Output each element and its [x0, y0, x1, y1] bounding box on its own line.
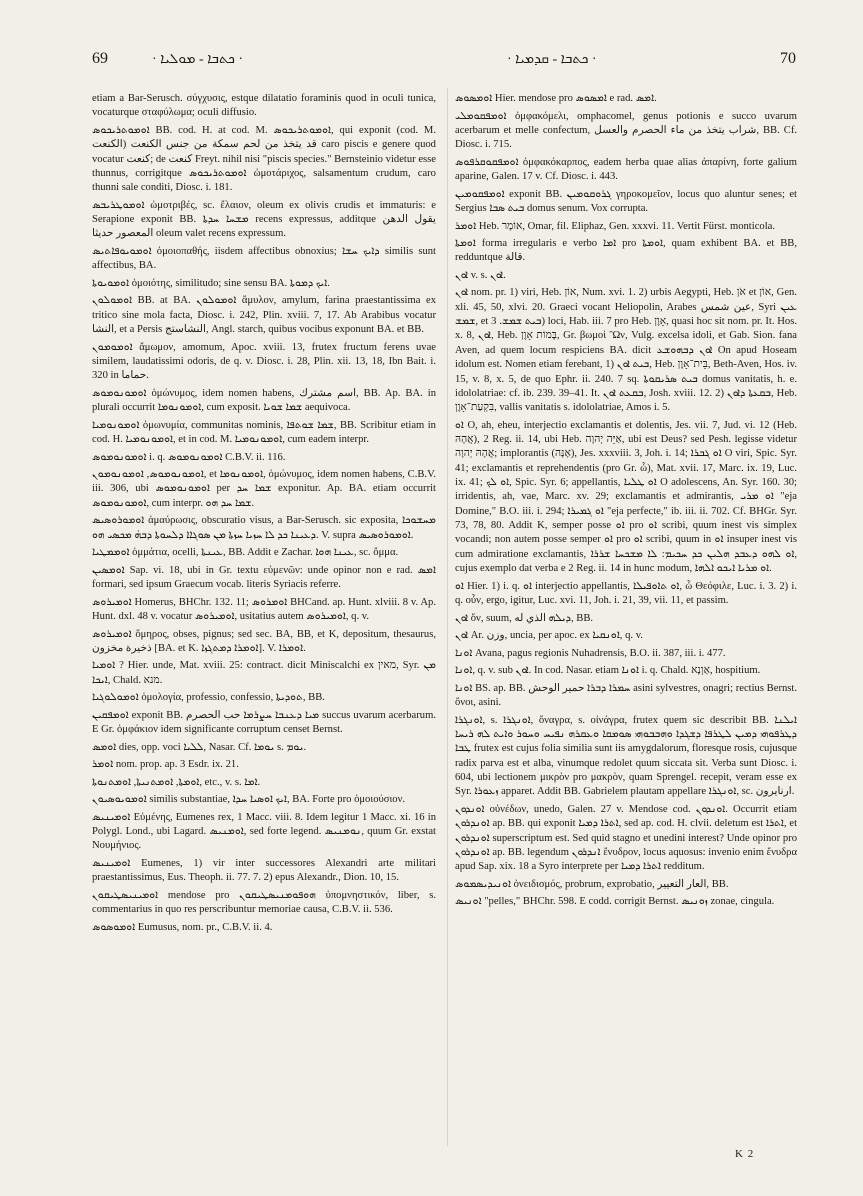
dictionary-entry: ܐܘܢܐ Avana, pagus regionis Nuhadrensis, B.O. ii. 387, iii. i. 477.	[455, 647, 726, 659]
dictionary-entry: ܐܘܢܐ BS. ap. BB. ܚܡܪܐ ܕܒܪܐ حمير الوحش asini sylvestres, onagri; rectius Bernst. ὄνοι, asini.	[455, 682, 797, 709]
right-page-number: 70	[780, 50, 796, 67]
page-header	[92, 50, 796, 74]
left-column	[92, 92, 436, 938]
dictionary-entry: ܐܘܡܝܪܘܣ Homerus, BHChr. 132. 11; ܐܘܡܪܘܣ BHCand. ap. Hunt. xlviii. 8 v. Ap. Hunt. dxl. 48 v. vocatur ܐܘܡܝܪܘܣ, usitatius autem ܐܘܡܝܪܘܣ, q. v.	[92, 596, 436, 622]
dictionary-entry: ܐܘܡܡܛܝܐ ὀμμάτια, ocelli, ܥܝܢܬܐ, BB. Addit e Zachar. ܥܝܢܐ ܗܘܐ, sc. ὄμμα.	[92, 547, 399, 559]
signature-mark: K 2	[735, 1148, 755, 1160]
dictionary-entry: ܐܘܢ ὅν, suum, ܕܝܠܗ الذي له, BB.	[455, 612, 594, 624]
column-divider	[447, 88, 448, 1146]
dictionary-entry: ܐܘܡܬܐ forma irregularis e verbo ܐܡܐ pro ܐܘܡܬܐ, quam exhibent BA. et BB, redduntque قالة.	[455, 238, 797, 264]
dictionary-entry: ܐܘܡܪ nom. prop. ap. 3 Esdr. ix. 21.	[92, 759, 239, 771]
dictionary-entry: ܐܘܡܘܡܘܢ ἄμωμον, amomum, Apoc. xviii. 13, frutex fructum ferens uvae similem, laudatissimi odoris, de q. v. Diosc. i. 28, Plin. xii. 13, 18, Ibn Bait. i. 320 in حماما.	[92, 341, 436, 382]
dictionary-entry: ܐܘܡܘܛܪܝܒܣ ὠμοτριβές, sc. ἔλαιον, oleum ex olivis crudis et immaturis: e Serapione exponit BB. ܡܫܚܐ ܚܕܬܐ recens expressus, additque يقول الدهن المعصور حديثا oleum valet recens expressum.	[92, 199, 436, 240]
dictionary-entry: ܐܘܡܬܐ, ܐܘܡܬܢܝܬܐ, ܐܘܡܬܢܘܬܐ, etc., v. s. ܐܡܐ.	[92, 776, 261, 788]
dictionary-entry: ܐܘܢܐ, q. v. sub ܐܘܢ. In cod. Nasar. etiam ܐܘܢܐ i. q. Chald. אַוְנָא, hospitium.	[455, 665, 761, 677]
left-running-head: · ܟܬܒܐ - ܡܘܠܝܐ ·	[152, 52, 244, 67]
dictionary-entry: ܐܘܡܘܢܘܡܝܐ ὁμωνυμία, communitas nominis, ܫܡܐ ܫܘܬܦܐ, BB. Scribitur etiam in cod. H. ܐܘܡܘܢܘܡܝܐ, et in cod. M. ܐܘܡܘܢܘܡܝܐ, cum eadem interpr.	[92, 419, 436, 446]
dictionary-entry: ܐܘܡܝܢܝܣܛܝܩܘܢ mendose pro ܗܘܦܘܡܢܝܣܛܝܩܘܢ ὑπομνηστικόν, liber, s. commentarius in quo res perscribuntur memoriae causa, C.B.V. ii. 536.	[92, 889, 436, 916]
dictionary-entry: ܐܘ Hier. 1) i. q. ܐܘ interjectio appellantis, ܐܘ ܬܐܘܦܝܠܐ, ὦ Θεόφιλε, Luc. i. 3. 2) i. q. οὖν, ergo, igitur, Luc. xvi. 11, Joh. i. 21, 39, vii. 11, et passim.	[455, 580, 797, 607]
dictionary-entry: ܐܘܡܣܘܣ Hier. mendose pro ܐܡܣܘܣ e rad. ܐܡܣ.	[455, 93, 657, 104]
dictionary-entry: ܐܘܢܕܘܢ οὐνέδων, unedo, Galen. 27 v. Mendose cod. ܐܘܢܕܘܢ. Occurrit etiam ܐܘܢܕܪܘܢ ap. BB. qui exponit ܐܬܪܐ ܕܡܝܐ, sed ap. cod. H. clvii. deletum est ܐܬܪܐ, et ܐܘܢܕܪܘܢ superscriptum est. Sed quid stagno et unedini interest? Unde opinor pro ܐܘܢܕܪܘܢ ap. BB. legendum ܐܢܕܪܘܢ ἔνυδρον, locus aquosus: invenio enim ἔνυδρα apud Sap. xix. 18 a Syro interprete per ܐܬܪܐ ܕܡܝܐ redditum.	[455, 803, 798, 873]
dictionary-entry: ܐܘܡܦܩܘܩܪܦܘܣ ὀμφακόκαρπος, eadem herba quae alias ἀπαρίνη, forte galium aparine, Galen. 17 v. Cf. Diosc. i. 443.	[455, 156, 797, 183]
dictionary-entry: ܐܘܡܝܪܘܣ ὅμηρος, obses, pignus; sed sec. BA, BB, et K, depositum, thesaurus, ذخيرة مخزون [BA. et K. ܐܘܡܪܐ ܕܡܬܓܙܐ]. V. ܐܘܡܪܐ.	[92, 628, 436, 654]
dictionary-entry: ܐܘܡܘܠܘܓܝܐ ὁμολογία, professio, confessio, ܬܘܕܝܬܐ, BB.	[92, 692, 325, 704]
dictionary-entry: ܐܘܡܘܢܘܡܘܣ i. q. ܐܘܡܘܢܘܡܘܣ C.B.V. ii. 116.	[92, 451, 286, 463]
dictionary-entry: ܐܘܡܘܝܘܬܐ ὁμοιότης, similitudo; sine sensu BA. ܐܝܟ ܕܡܘܬܐ.	[92, 277, 330, 289]
dictionary-entry: ܐܘܡܣܝܢ Sap. vi. 18, ubi in Gr. textu εὐμενῶν: unde opinor non e rad. ܐܡܣ formari, sed ipsum Graecum vocab. literis Syriacis referre.	[92, 564, 436, 591]
dictionary-entry: ܐܘ O, ah, eheu, interjectio exclamantis et dolentis, Jes. vii. 7, Jud. vi. 12 (Heb. אֲהָהּ), 2 Reg. ii. 14, ubi Heb. אַיֵּה יְהוָה, ubi est Deus? sed Pesh. legisse videtur אֲהָהּ יְהוָה; implorantis (אָנָּה), Jes. xxxviii. 3, Joh. i. 14; ܐܘ ܓܒܪܐ O viri, Spic. Syr. 41; exclamantis et reprehendentis (pro Gr. ὦ), Mat. xvii. 17, Marc. ix. 19, Luc. ix. 41; ܐܘ ܠܟ, Spic. Syr. 6; appellantis, ܐܘ ܛܠܝܐ O adolescens, An. Syr. 160. 30; irridentis, ah, vae, Marc. xv. 29; exclamantis et admirantis, ܐܘ ܡܪܝ "eja Domine," B.O. iii. i. 294; ܐܘ ܓܡܝܪܐ "eja perfecte," ib. iii. ii. 702. Cf. BHGr. Syr. 73, 78, 80. Addit K, semper posse ܐܘ pro ܐܘ scribi, quum inest vis simplex vocandi; non autem posse semper ܐܘ pro ܐܘ scribi, quum in ܐܘ insuper inest vis cum admiratione exclamantis, ܐܘ ܠܗܘ ܕܥܒܕ ܗܠܝܢ ܟܕ ܚܟܝܡ: ܠܐ ܡܫܟܚܐ ܫܪܪܐ, cujus exemplo dat verba e 2 Reg. ii. 14 in hunc modum, ܐܘ ܡܪܝܐ ܐܝܟܘ ܐܠܗܐ.	[455, 419, 798, 575]
dictionary-entry: etiam a Bar-Serusch. σύγχυσις, estque dilatatio foraminis quod in oculi tunica, vocaturque σταφύλωμα; oculi diffusio.	[92, 93, 436, 119]
dictionary-entry: ܐܘܡܣ dies, opp. voci ܠܠܝܐ, Nasar. Cf. ܝܘܡܐ s. ܝܘܡ.	[92, 741, 307, 753]
right-running-head: · ܟܬܒܐ - ܩܕܡܝܐ ·	[507, 52, 597, 67]
dictionary-entry: ܐܘܡܘܪܘܣܝܣ ἀμαύρωσις, obscuratio visus, a Bar-Serusch. sic exposita, ܡܚܫܘܟܐ ܕܥܝܢܐ ܟܕ ܠܐ ܚܙܝܐ ܚܙܬܐ ܡܢ ܣܘܓܐܐ ܕܠܚܘܬܐ ܕܒܗ̇ ܡܟܣܝ ܗܘ. V. supra ܐܘܡܘܪܘܣܝܣ.	[92, 515, 436, 541]
dictionary-entry: ܐܘܢ nom. pr. 1) viri, Heb. אוֹן, Num. xvi. 1. 2) urbis Aegypti, Heb. אֹן et אוֹן, Gen. xli. 45, 50, xlvi. 20. Graeci vocant Heliopolin, Arabes عين شمس, Syri ܥܝܢ ܫܡܫ, et ܒܝܬ ܫܡܫ. 3) loci, Hab. iii. 7 pro Heb. אָוֶן, quasi hoc sit nom. pr. It. Hos. x. 8, ܐܘܢ, Heb. בָּמוֹת אָוֶן, Gr. βωμοὶ Ὢν, Vulg. excelsa idoli, et Gab. Sion. fana Aven, ad quem locum respiciens BA. dicit ܐܘܢ ܕܒܗܘܫܥ On apud Hoseam idolum est. Nomen etiam ferebant, 1) ܒܝܬ ܐܘܢ, Heb. בֵּית־אָוֶן, Beth-Aven, Hos. iv. 15, v. 8, x. 5, de quo Ephr. ii. 240. 7 sq. ܒܝܬ ܣܪܝܩܘܬܐ domus vanitatis, h. e. idololatriae: cf. ib. 239. 39–41. It. ܒܩܥܬ ܐܘܢ, Josh. xviii. 12. 2) ܒܩܥܬܐ ܕܐܘܢ, Heb. בִּקְעַת־אָוֶן, vallis vanitatis s. idololatriae, Amos i. 5.	[455, 287, 798, 414]
dictionary-entry: ܐܘܢܝܣ "pelles," BHChr. 598. E codd. corrigit Bernst. ܙܘܢܝܣ zonae, cingula.	[455, 896, 775, 908]
dictionary-entry: ܐܘܡܝܢܝܣ Eumenes, 1) vir inter successores Alexandri arte militari praestantissimus, Eus. Theoph. ii. 77. 7. 2) epus Alexandr., Dion. 10, 15.	[92, 858, 436, 884]
right-column	[455, 92, 797, 913]
dictionary-entry: ܐܘܢ Ar. وزن, uncia, per apoc. ex ܐܘܢܩܝܐ, q. v.	[455, 630, 643, 642]
left-page-number: 69	[92, 50, 108, 67]
dictionary-entry: ܐܘܡܘܣܘܣ Eumusus, nom. pr., C.B.V. ii. 4.	[92, 921, 273, 933]
dictionary-entry: ܐܘܡܪ Heb. אוֹמָר, Omar, fil. Eliphaz, Gen. xxxvi. 11. Vertit Fürst. monticola.	[455, 220, 775, 232]
dictionary-entry: ܐܘܡܘܬܪܝܟܘܣ BB. cod. H. at cod. M. ܐܘܡܘܬܪܝܟܘܣ, qui exponit (cod. M. الكنعت) قد يتخذ من لحم سمكة من جنس الكنعت caro piscis e genere quod vocatur كنعت; de كنعت Freyt. nihil nisi "piscis species." Bernsteinio videtur esse thunnus, corrigitque ܐܘܡܘܬܪܝܟܘܣ ὠμοτάριχος, salsamentum crudum, caro thunni sale conditi, Diosc. i. 181.	[92, 124, 436, 194]
dictionary-entry: ܐܘܡܘܝܘܣܝܘܢ similis substantiae, ܐܝܟ ܐܘܣܝܐ ܚܕܐ, BA. Forte pro ὁμοιούσιον.	[92, 794, 406, 806]
dictionary-entry: ܐܘܡܘܢܘܡܘܣ, ܐܘܡܘܢܘܡܘܢ, et ܐܘܡܘܢܘܡܐ, ὁμώνυμος, idem nomen habens, C.B.V. iii. 306, ubi ܐܘܡܘܢܘܡܘܣ per ܫܡܐ ܚܕ exponitur. Ap. BA. etiam occurrit ܐܘܡܘܢܘܡܘܣ, cum interpr. ܫܡܐ ܚܕ ܗܘ.	[92, 469, 437, 509]
dictionary-entry: ܐܘܢܝܕܝܣܡܘܣ ὀνειδισμός, probrum, exprobatio, العار التعيير, BB.	[455, 878, 729, 890]
dictionary-entry: ܐܘܡܦܩܘܡܠܝ ὀμφακόμελι, omphacomel, genus potionis e succo uvarum acerbarum et melle confectum, شراب يتخذ من ماء الحصرم والعسل, BB. Cf. Diosc. i. 715.	[455, 110, 797, 151]
dictionary-entry: ܐܘܡܘܠܘܢ BB. at BA. ܐܘܡܘܠܘܢ ἄμυλον, amylum, farina praestantissima ex tritico sine mola facta, Diosc. i. 242, Plin. xviii. 7, 17. Ab Arabibus vocatur النشا, et a Persis النشاستج, Angl. starch, quibus vocibus exponunt BA. et BB.	[92, 295, 437, 336]
dictionary-entry: ܐܘܢ v. s. ܐܘܢ.	[455, 269, 506, 281]
dictionary-entry: ܐܘܡܝܐ ? Hier. unde, Mat. xviii. 25: contract. dicit Miniscalchi ex מאין, Syr. ܡܢ ܐܝܟܐ, Chald. מנא.	[92, 660, 436, 686]
dictionary-entry: ܐܘܢܓܪܐ, s. ܐܘܢܓܪܐ, ὄναγρα, s. οἰνάγρα, frutex quem sic describit BB. ܐܝܠܢܐ ܕܛܪܦܘܗܝ ܕܡܝܢ ܠܛܪܦܐ ܕܫܓܕܐ ܘܗܒܒܘܗܝ ܣܘܡܩܐ ܘܥܩܪܗ ܢܦܝܚ ܘܚܘܪ ܘܐܝܬ ܠܗ ܪܝܚܐ ܛܒܐ frutex est cujus folia similia sunt iis amygdalorum, floresque rosis, cujusque radix parva est et alba, vinumque redolet quum siccata sit. Verba sunt Diosc. i. 604, ubi lectionem μικρὸν pro μακρὸν, quam Sprengel. recepit, veram esse ex Syr. ܙܥܘܪܐ apparet. Addit BB. Gabrielem plautam appellare ܐܘܢܓܪܐ, sc. ارنايرون.	[455, 714, 798, 798]
dictionary-entry: ܐܘܡܘܢܘܡܘܣ ὁμώνυμος, idem nomen habens, اسم مشترك, BB. Ap. BA. in plurali occurrit ܐܘܡܘܢܘܡܐ, cum exposit. ܫܡܐ ܫܘܝܐ aequivoca.	[92, 387, 436, 414]
dictionary-entry: ܐܘܡܘܝܘܦܐܬܝܣ ὁμοιοπαθής, iisdem affectibus obnoxius; ܕܐܝܟ ܚܫܐ similis sunt affectibus, BA.	[92, 246, 436, 272]
dictionary-entry: ܐܘܡܝܢܝܣ Εὐμένης, Eumenes rex, 1 Macc. viii. 8. Idem legitur 1 Macc. xi. 16 in Polygl. Lond., ubi Lagard. ܐܘܡܢܝܣ, sed forte legend. ܢܘܡܢܝܣ, quum Gr. exstat Νουμήνιος.	[92, 811, 436, 852]
dictionary-entry: ܐܘܡܦܩܘܡܝܢ exponit BB. ܓܪܘܩܘܡܝܢ γηροκομεῖον, locus quo aluntur senes; et Sergius ܒܝܬ ܣܒܐ domus senum. Vox corrupta.	[455, 188, 797, 214]
dictionary-entry: ܐܘܡܦܩܝܢ exponit BB. ܡܝܐ ܕܥܢܒܐ ܚܨܪܡܐ حب الحصرم succus uvarum acerbarum. E Gr. ὀμφάκιον idem significante corruptum censet Bernst.	[92, 709, 436, 736]
